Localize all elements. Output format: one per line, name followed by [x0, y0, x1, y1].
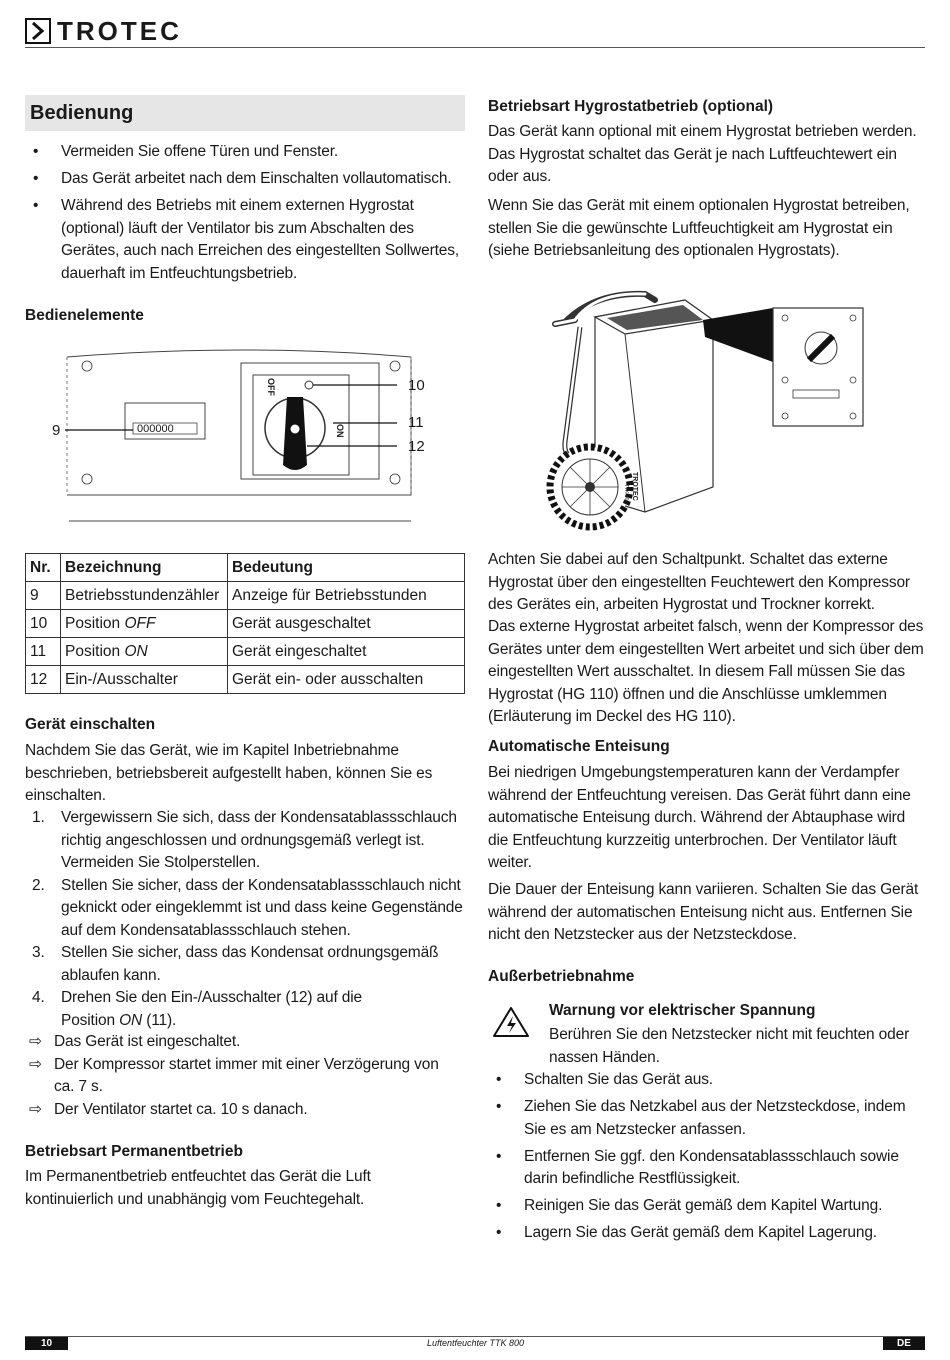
table-cell-meaning: Gerät ein- oder ausschalten	[228, 666, 465, 694]
permanent-heading: Betriebsart Permanentbetrieb	[25, 1143, 243, 1160]
arrow-right-icon: ⇨	[29, 1033, 42, 1050]
list-item: 1. Vergewissern Sie sich, dass der Kondensatablassschlauch richtig angeschlossen und ordnungsgemäß verlegt ist. Vermeiden Sie Stolperstellen.	[32, 809, 457, 871]
table-cell-name: Betriebsstundenzähler	[61, 582, 228, 610]
electrical-warning-icon	[492, 1006, 530, 1038]
hygro-paragraph-1: Das Gerät kann optional mit einem Hygrostat betrieben werden. Das Hygrostat schaltet das Gerät je nach Luftfeuchtewert ein oder aus.	[488, 123, 917, 185]
callout-11: 11	[408, 414, 424, 431]
table-cell-name: Position OFF	[61, 610, 228, 638]
table-row	[26, 638, 465, 666]
section-title: Bedienung	[30, 102, 134, 124]
switchpoint-paragraph-2: Das externe Hygrostat arbeitet falsch, wenn der Kompressor des Gerätes unter dem eingestellten Wert arbeitet und sich über dem eingestellten Wert ausschaltet. In diesem Fall müssen Sie das Hygrostat (HG 110) öffnen und die Anschlüsse umklemmen (Erläuterung im Deckel des HG 110).	[488, 618, 924, 725]
warning-title: Warnung vor elektrischer Spannung	[549, 1002, 816, 1019]
table-cell-meaning: Anzeige für Betriebsstunden	[228, 582, 465, 610]
list-item: • Das Gerät arbeitet nach dem Einschalten vollautomatisch.	[25, 168, 470, 191]
switchpoint-paragraph-1: Achten Sie dabei auf den Schaltpunkt. Schaltet das externe Hygrostat über den eingestellten Feuchtewert den Kompressor des Gerätes ein, arbeiten Hygrostat und Trockner korrekt.	[488, 551, 910, 613]
switch-on-intro: Nachdem Sie das Gerät, wie im Kapitel Inbetriebnahme beschrieben, betriebsbereit aufgestellt haben, können Sie es einschalten.	[25, 742, 433, 804]
table-row	[26, 582, 465, 610]
header-rule	[25, 47, 925, 48]
logo-text: TROTEC	[57, 16, 182, 46]
off-label: OFF	[266, 378, 276, 396]
footer-title: Luftentfeuchter TTK 800	[426, 1338, 525, 1348]
defrost-paragraph-1: Bei niedrigen Umgebungstemperaturen kann der Verdampfer während der Entfeuchtung vereisen. Das Gerät führt dann eine automatische Enteisung durch. Während der Abtauphase wird die Entfeuchtung kurzzeitig unterbrochen. Der Ventilator läuft weiter.	[488, 764, 911, 871]
table-cell-nr: 11	[26, 638, 61, 666]
brand-logo	[25, 16, 182, 46]
switch-on-heading: Gerät einschalten	[25, 716, 156, 733]
table-row	[26, 610, 465, 638]
permanent-text: Im Permanentbetrieb entfeuchtet das Gerät die Luft kontinuierlich und unabhängig vom Feuchtegehalt.	[25, 1168, 371, 1208]
arrow-right-icon: ⇨	[29, 1100, 42, 1118]
controls-table	[25, 553, 465, 694]
controls-heading: Bedienelemente	[25, 307, 144, 324]
device-model-label: TTK 800	[623, 484, 629, 504]
table-cell-nr: 12	[26, 666, 61, 694]
table-cell-nr: 9	[26, 582, 61, 610]
table-cell-name: Position ON	[61, 638, 228, 666]
operating-hours-display: 000000	[137, 423, 174, 435]
table-cell-meaning: Gerät eingeschaltet	[228, 638, 465, 666]
control-panel-figure	[25, 345, 435, 525]
table-header: Bedeutung	[228, 554, 465, 582]
table-cell-name: Ein-/Ausschalter	[61, 666, 228, 694]
switch-on-steps	[25, 807, 470, 1032]
device-figure	[535, 272, 875, 534]
list-item: • Lagern Sie das Gerät gemäß dem Kapitel Lagerung.	[488, 1222, 918, 1245]
list-item: • Während des Betriebs mit einem externen Hygrostat (optional) läuft der Ventilator bis zum Abschalten des Gerätes, auch nach Erreichen des eingestellten Sollwertes, dauerhaft im Entfeuchtungsbetrieb.	[25, 195, 470, 285]
table-cell-nr: 10	[26, 610, 61, 638]
shutdown-bullet-list	[488, 1069, 918, 1249]
shutdown-heading: Außerbetriebnahme	[488, 968, 635, 985]
language-badge: DE	[883, 1337, 925, 1350]
callout-12: 12	[408, 438, 425, 455]
switch-on-results	[25, 1031, 470, 1121]
list-item: • Reinigen Sie das Gerät gemäß dem Kapitel Wartung.	[488, 1195, 918, 1218]
list-item: • Ziehen Sie das Netzkabel aus der Netzsteckdose, indem Sie es am Netzstecker anfassen.	[488, 1096, 918, 1141]
list-item: 4. Drehen Sie den Ein-/Ausschalter (12) auf die Position ON (11).	[32, 989, 362, 1029]
list-item: • Schalten Sie das Gerät aus.	[488, 1069, 918, 1092]
defrost-paragraph-2: Die Dauer der Enteisung kann variieren. Schalten Sie das Gerät während der automatischen Enteisung nicht aus. Entfernen Sie nicht den Netzstecker aus der Netzsteckdose.	[488, 881, 919, 943]
table-header-row	[26, 554, 465, 582]
warning-text: Berühren Sie den Netzstecker nicht mit feuchten oder nassen Händen.	[549, 1026, 910, 1066]
arrow-right-icon: ⇨	[29, 1055, 42, 1073]
list-item: ⇨ Das Gerät ist eingeschaltet.	[25, 1031, 470, 1054]
table-header: Nr.	[26, 554, 61, 582]
defrost-heading: Automatische Enteisung	[488, 738, 670, 755]
list-item: ⇨ Der Ventilator startet ca. 10 s danach.	[25, 1099, 470, 1122]
list-item: 2. Stellen Sie sicher, dass der Kondensatablassschlauch nicht geknickt oder eingeklemmt ist und dass keine Gegenstände auf dem Kondensatablassschlauch stehen.	[32, 876, 463, 939]
list-item: • Entfernen Sie ggf. den Kondensatablassschlauch sowie darin befindliche Restflüssigkeit.	[488, 1146, 918, 1191]
table-row	[26, 666, 465, 694]
hygro-heading: Betriebsart Hygrostatbetrieb (optional)	[488, 98, 774, 115]
table-cell-meaning: Gerät ausgeschaltet	[228, 610, 465, 638]
list-item: 3. Stellen Sie sicher, dass das Kondensat ordnungsgemäß ablaufen kann.	[32, 944, 439, 984]
list-item: ⇨ Der Kompressor startet immer mit einer Verzögerung von ca. 7 s.	[29, 1055, 439, 1095]
callout-10: 10	[408, 377, 425, 394]
page-number: 10	[25, 1337, 68, 1350]
list-item: • Vermeiden Sie offene Türen und Fenster.	[25, 141, 470, 164]
on-label: ON	[335, 424, 345, 438]
hygro-paragraph-2: Wenn Sie das Gerät mit einem optionalen Hygrostat betreiben, stellen Sie die gewünschte Luftfeuchtigkeit am Hygrostat ein (siehe Betriebsanleitung des optionalen Hygrostats).	[488, 197, 910, 259]
callout-9: 9	[52, 422, 61, 439]
device-brand-label: TROTEC	[631, 472, 638, 501]
intro-bullet-list	[25, 141, 470, 290]
trotec-logo-icon	[25, 18, 51, 44]
table-header: Bezeichnung	[61, 554, 228, 582]
